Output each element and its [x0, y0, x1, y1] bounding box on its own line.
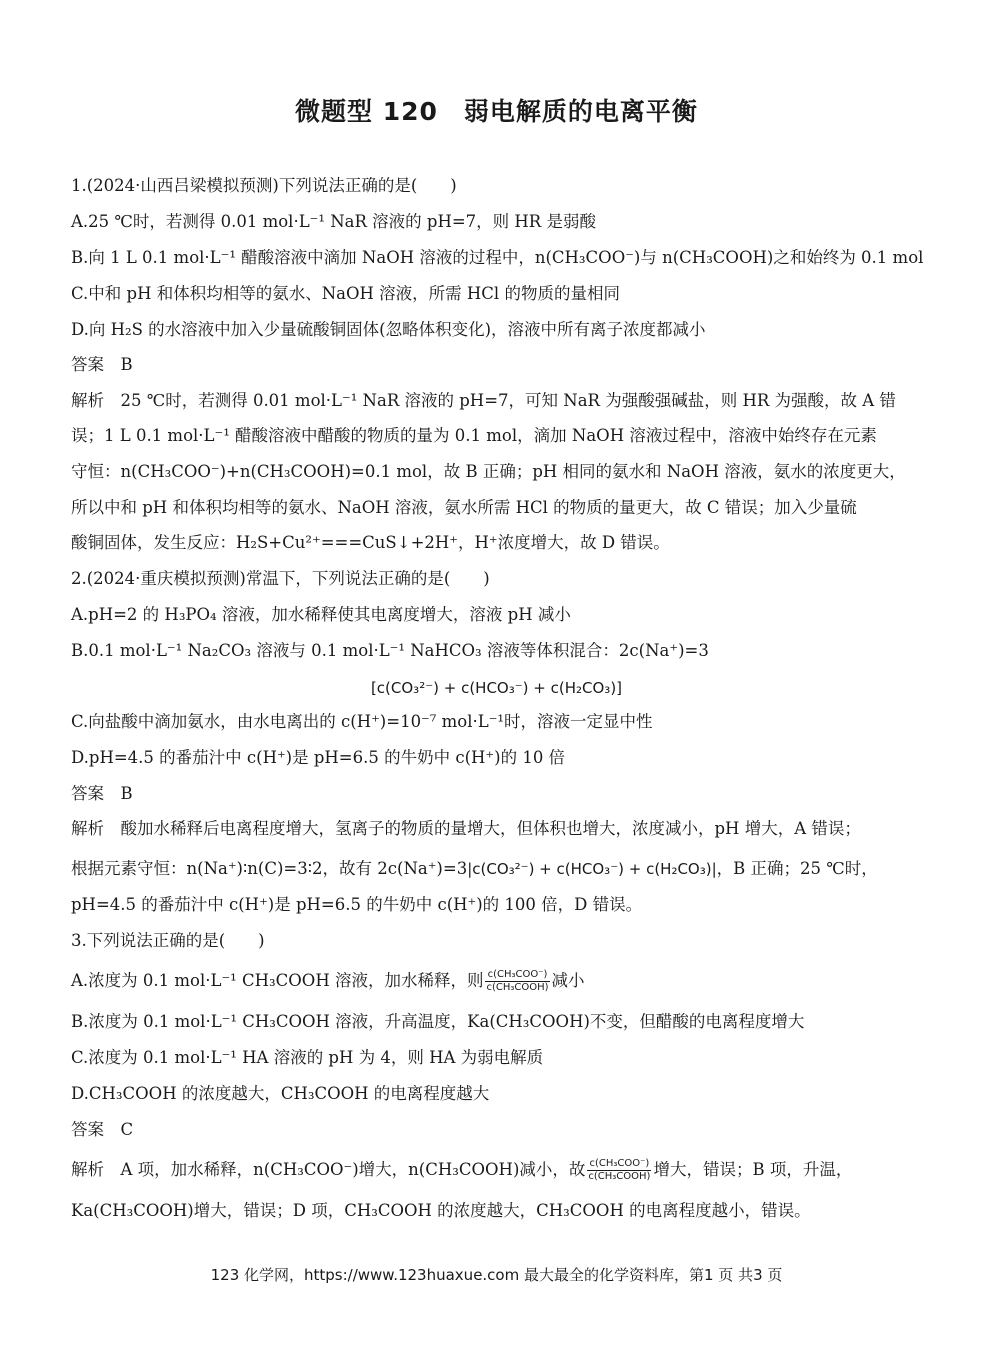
q3-option-a-text: 减小	[551, 971, 585, 990]
q2-option-a: A.pH=2 的 H₃PO₄ 溶液，加水稀释使其电离度增大，溶液 pH 减小	[71, 605, 571, 624]
q1-answer: 答案 B	[71, 355, 133, 374]
q1-stem: 1.(2024·山西吕梁模拟预测)下列说法正确的是( )	[71, 176, 457, 195]
q3-option-c: C.浓度为 0.1 mol·L⁻¹ HA 溶液的 pH 为 4，则 HA 为弱电解质	[71, 1048, 544, 1067]
q3-stem: 3.下列说法正确的是( )	[71, 931, 265, 950]
q1-option-d: D.向 H₂S 的水溶液中加入少量硫酸铜固体(忽略体积变化)，溶液中所有离子浓度都减小	[71, 320, 706, 339]
q1-explanation-line: 酸铜固体，发生反应：H₂S+Cu²⁺===CuS↓+2H⁺，H⁺浓度增大，故 D 错误。	[71, 533, 670, 552]
q3-explanation-text: 解析 A 项，加水稀释，n(CH₃COO⁻)增大，n(CH₃COOH)减小，故	[71, 1160, 586, 1179]
fraction-denominator: c(CH₃COOH)	[588, 1171, 651, 1182]
q2-option-d: D.pH=4.5 的番茄汁中 c(H⁺)是 pH=6.5 的牛奶中 c(H⁺)的 10 倍	[71, 748, 566, 767]
q3-option-a-text: A.浓度为 0.1 mol·L⁻¹ CH₃COOH 溶液，加水稀释，则	[71, 971, 484, 990]
page-title: 微题型 120 弱电解质的电离平衡	[295, 97, 698, 126]
fraction-denominator: c(CH₃COOH)	[486, 982, 549, 993]
q1-explanation-line: 所以中和 pH 和体积均相等的氨水、NaOH 溶液，氨水所需 HCl 的物质的量更大，故 C 错误；加入少量硫	[71, 498, 857, 517]
q1-explanation-line: 守恒：n(CH₃COO⁻)+n(CH₃COOH)=0.1 mol，故 B 正确；pH 相同的氨水和 NaOH 溶液，氨水的浓度更大，	[71, 462, 906, 481]
q2-answer: 答案 B	[71, 784, 133, 803]
q1-option-b: B.向 1 L 0.1 mol·L⁻¹ 醋酸溶液中滴加 NaOH 溶液的过程中，n(CH₃COO⁻)与 n(CH₃COOH)之和始终为 0.1 mol	[71, 248, 924, 267]
q3-explanation-fraction	[587, 1158, 651, 1183]
q2-explanation-line: 解析 酸加水稀释后电离程度增大，氢离子的物质的量增大，但体积也增大，浓度减小，pH 增大，A 错误；	[71, 819, 861, 838]
q3-answer: 答案 C	[71, 1120, 134, 1139]
q3-option-a	[71, 969, 585, 994]
q2-explanation-text: ，B 正确；25 ℃时，	[716, 859, 878, 878]
q3-explanation-line	[71, 1158, 852, 1183]
q2-explanation-formula: |c(CO₃²⁻) + c(HCO₃⁻) + c(H₂CO₃)|	[467, 860, 717, 878]
q2-option-b: B.0.1 mol·L⁻¹ Na₂CO₃ 溶液与 0.1 mol·L⁻¹ NaHCO₃ 溶液等体积混合：2c(Na⁺)=3	[71, 641, 709, 660]
q2-option-b-formula: [c(CO₃²⁻) + c(HCO₃⁻) + c(H₂CO₃)]	[370, 679, 623, 697]
q2-explanation-line: pH=4.5 的番茄汁中 c(H⁺)是 pH=6.5 的牛奶中 c(H⁺)的 100 倍，D 错误。	[71, 895, 643, 914]
q3-explanation-line: Ka(CH₃COOH)增大，错误；D 项，CH₃COOH 的浓度越大，CH₃COOH 的电离程度越小，错误。	[71, 1201, 811, 1220]
q2-explanation-text: 根据元素守恒：n(Na⁺)∶n(C)=3∶2，故有 2c(Na⁺)=3	[71, 859, 468, 878]
q1-option-c: C.中和 pH 和体积均相等的氨水、NaOH 溶液，所需 HCl 的物质的量相同	[71, 284, 620, 303]
q3-option-d: D.CH₃COOH 的浓度越大，CH₃COOH 的电离程度越大	[71, 1084, 490, 1103]
fraction-numerator: c(CH₃COO⁻)	[485, 969, 549, 982]
q2-stem: 2.(2024·重庆模拟预测)常温下，下列说法正确的是( )	[71, 569, 490, 588]
q3-option-a-fraction	[485, 969, 549, 994]
fraction-numerator: c(CH₃COO⁻)	[587, 1158, 651, 1171]
q2-option-c: C.向盐酸中滴加氨水，由水电离出的 c(H⁺)=10⁻⁷ mol·L⁻¹时，溶液一定显中性	[71, 712, 653, 731]
q3-explanation-text: 增大，错误；B 项，升温，	[653, 1160, 853, 1179]
q1-explanation-line: 误；1 L 0.1 mol·L⁻¹ 醋酸溶液中醋酸的物质的量为 0.1 mol，滴加 NaOH 溶液过程中，溶液中始终存在元素	[71, 426, 877, 445]
q2-explanation-line	[71, 857, 878, 881]
q1-option-a: A.25 ℃时，若测得 0.01 mol·L⁻¹ NaR 溶液的 pH=7，则 HR 是弱酸	[71, 212, 596, 231]
q3-option-b: B.浓度为 0.1 mol·L⁻¹ CH₃COOH 溶液，升高温度，Ka(CH₃COOH)不变，但醋酸的电离程度增大	[71, 1012, 805, 1031]
page-footer: 123 化学网，https://www.123huaxue.com 最大最全的化学资料库，第1 页 共3 页	[210, 1266, 783, 1284]
q1-explanation-line: 解析 25 ℃时，若测得 0.01 mol·L⁻¹ NaR 溶液的 pH=7，可知 NaR 为强酸强碱盐，则 HR 为强酸，故 A 错	[71, 391, 896, 410]
